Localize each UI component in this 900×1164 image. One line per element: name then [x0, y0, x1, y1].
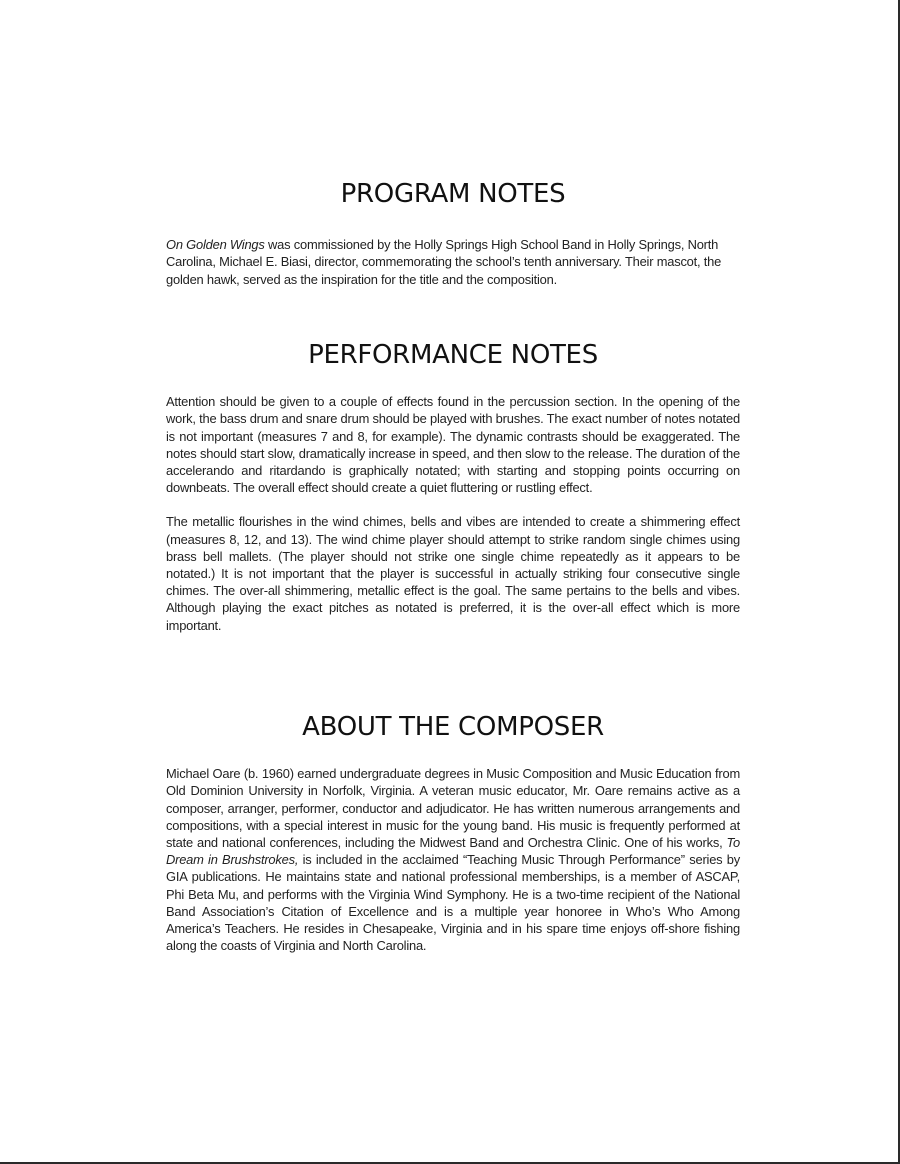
program-notes-text: was commissioned by the Holly Springs High School Band in Holly Springs, North Carolina, Michael E. Biasi, director, commemorating the school’s tenth anniversary. Their mascot, the golden hawk, served as the inspiration for the title and the composition.	[166, 237, 722, 287]
piece-title: On Golden Wings	[166, 237, 265, 253]
program-notes-paragraph	[166, 236, 740, 288]
composer-work-title: To Dream in Brushstrokes,	[166, 835, 740, 868]
program-notes-section	[166, 179, 740, 288]
performance-notes-section	[166, 340, 740, 634]
composer-bio-text-2: is included in the acclaimed “Teaching Music Through Performance” series by GIA publications. He maintains state and national professional memberships, is a member of ASCAP, Phi Beta Mu, and performs with the Virginia Wind Symphony. He is a two-time recipient of the National Band Association’s Citation of Excellence and is a multiple year honoree in Who’s Who Among America’s Teachers. He resides in Chesapeake, Virginia and in his spare time enjoys off-shore fishing along the coasts of Virginia and North Carolina.	[166, 852, 740, 954]
about-composer-paragraph	[166, 765, 740, 954]
performance-notes-paragraph-1: Attention should be given to a couple of effects found in the percussion section. In the opening of the work, the bass drum and snare drum should be played with brushes. The exact number of notes notated is not important (measures 7 and 8, for example). The dynamic contrasts should be exaggerated. The notes should start slow, dramatically increase in speed, and then slow to the release. The duration of the accelerando and ritardando is graphically notated; with starting and stopping points occurring on downbeats. The overall effect should create a quiet fluttering or rustling effect.	[166, 394, 740, 496]
about-composer-section	[166, 712, 740, 954]
composer-bio-text-1: Michael Oare (b. 1960) earned undergraduate degrees in Music Composition and Music Education from Old Dominion University in Norfolk, Virginia. A veteran music educator, Mr. Oare remains active as a composer, arranger, performer, conductor and adjudicator. He has written numerous arrangements and compositions, with a special interest in music for the young band. His music is frequently performed at state and national conferences, including the Midwest Band and Orchestra Clinic. One of his works,	[166, 766, 740, 850]
about-composer-heading: ABOUT THE COMPOSER	[302, 712, 604, 742]
performance-notes-heading: PERFORMANCE NOTES	[308, 340, 598, 370]
program-notes-heading: PROGRAM NOTES	[340, 179, 566, 209]
performance-notes-paragraph-2: The metallic flourishes in the wind chimes, bells and vibes are intended to create a shimmering effect (measures 8, 12, and 13). The wind chime player should attempt to strike random single chimes using brass bell mallets. (The player should not strike one single chime repeatedly as it appears to be notated.) It is not important that the player is successful in actually striking four consecutive single chimes. The over-all shimmering, metallic effect is the goal. The same pertains to the bells and vibes. Although playing the exact pitches as notated is preferred, it is the over-all effect which is more important.	[166, 514, 740, 633]
